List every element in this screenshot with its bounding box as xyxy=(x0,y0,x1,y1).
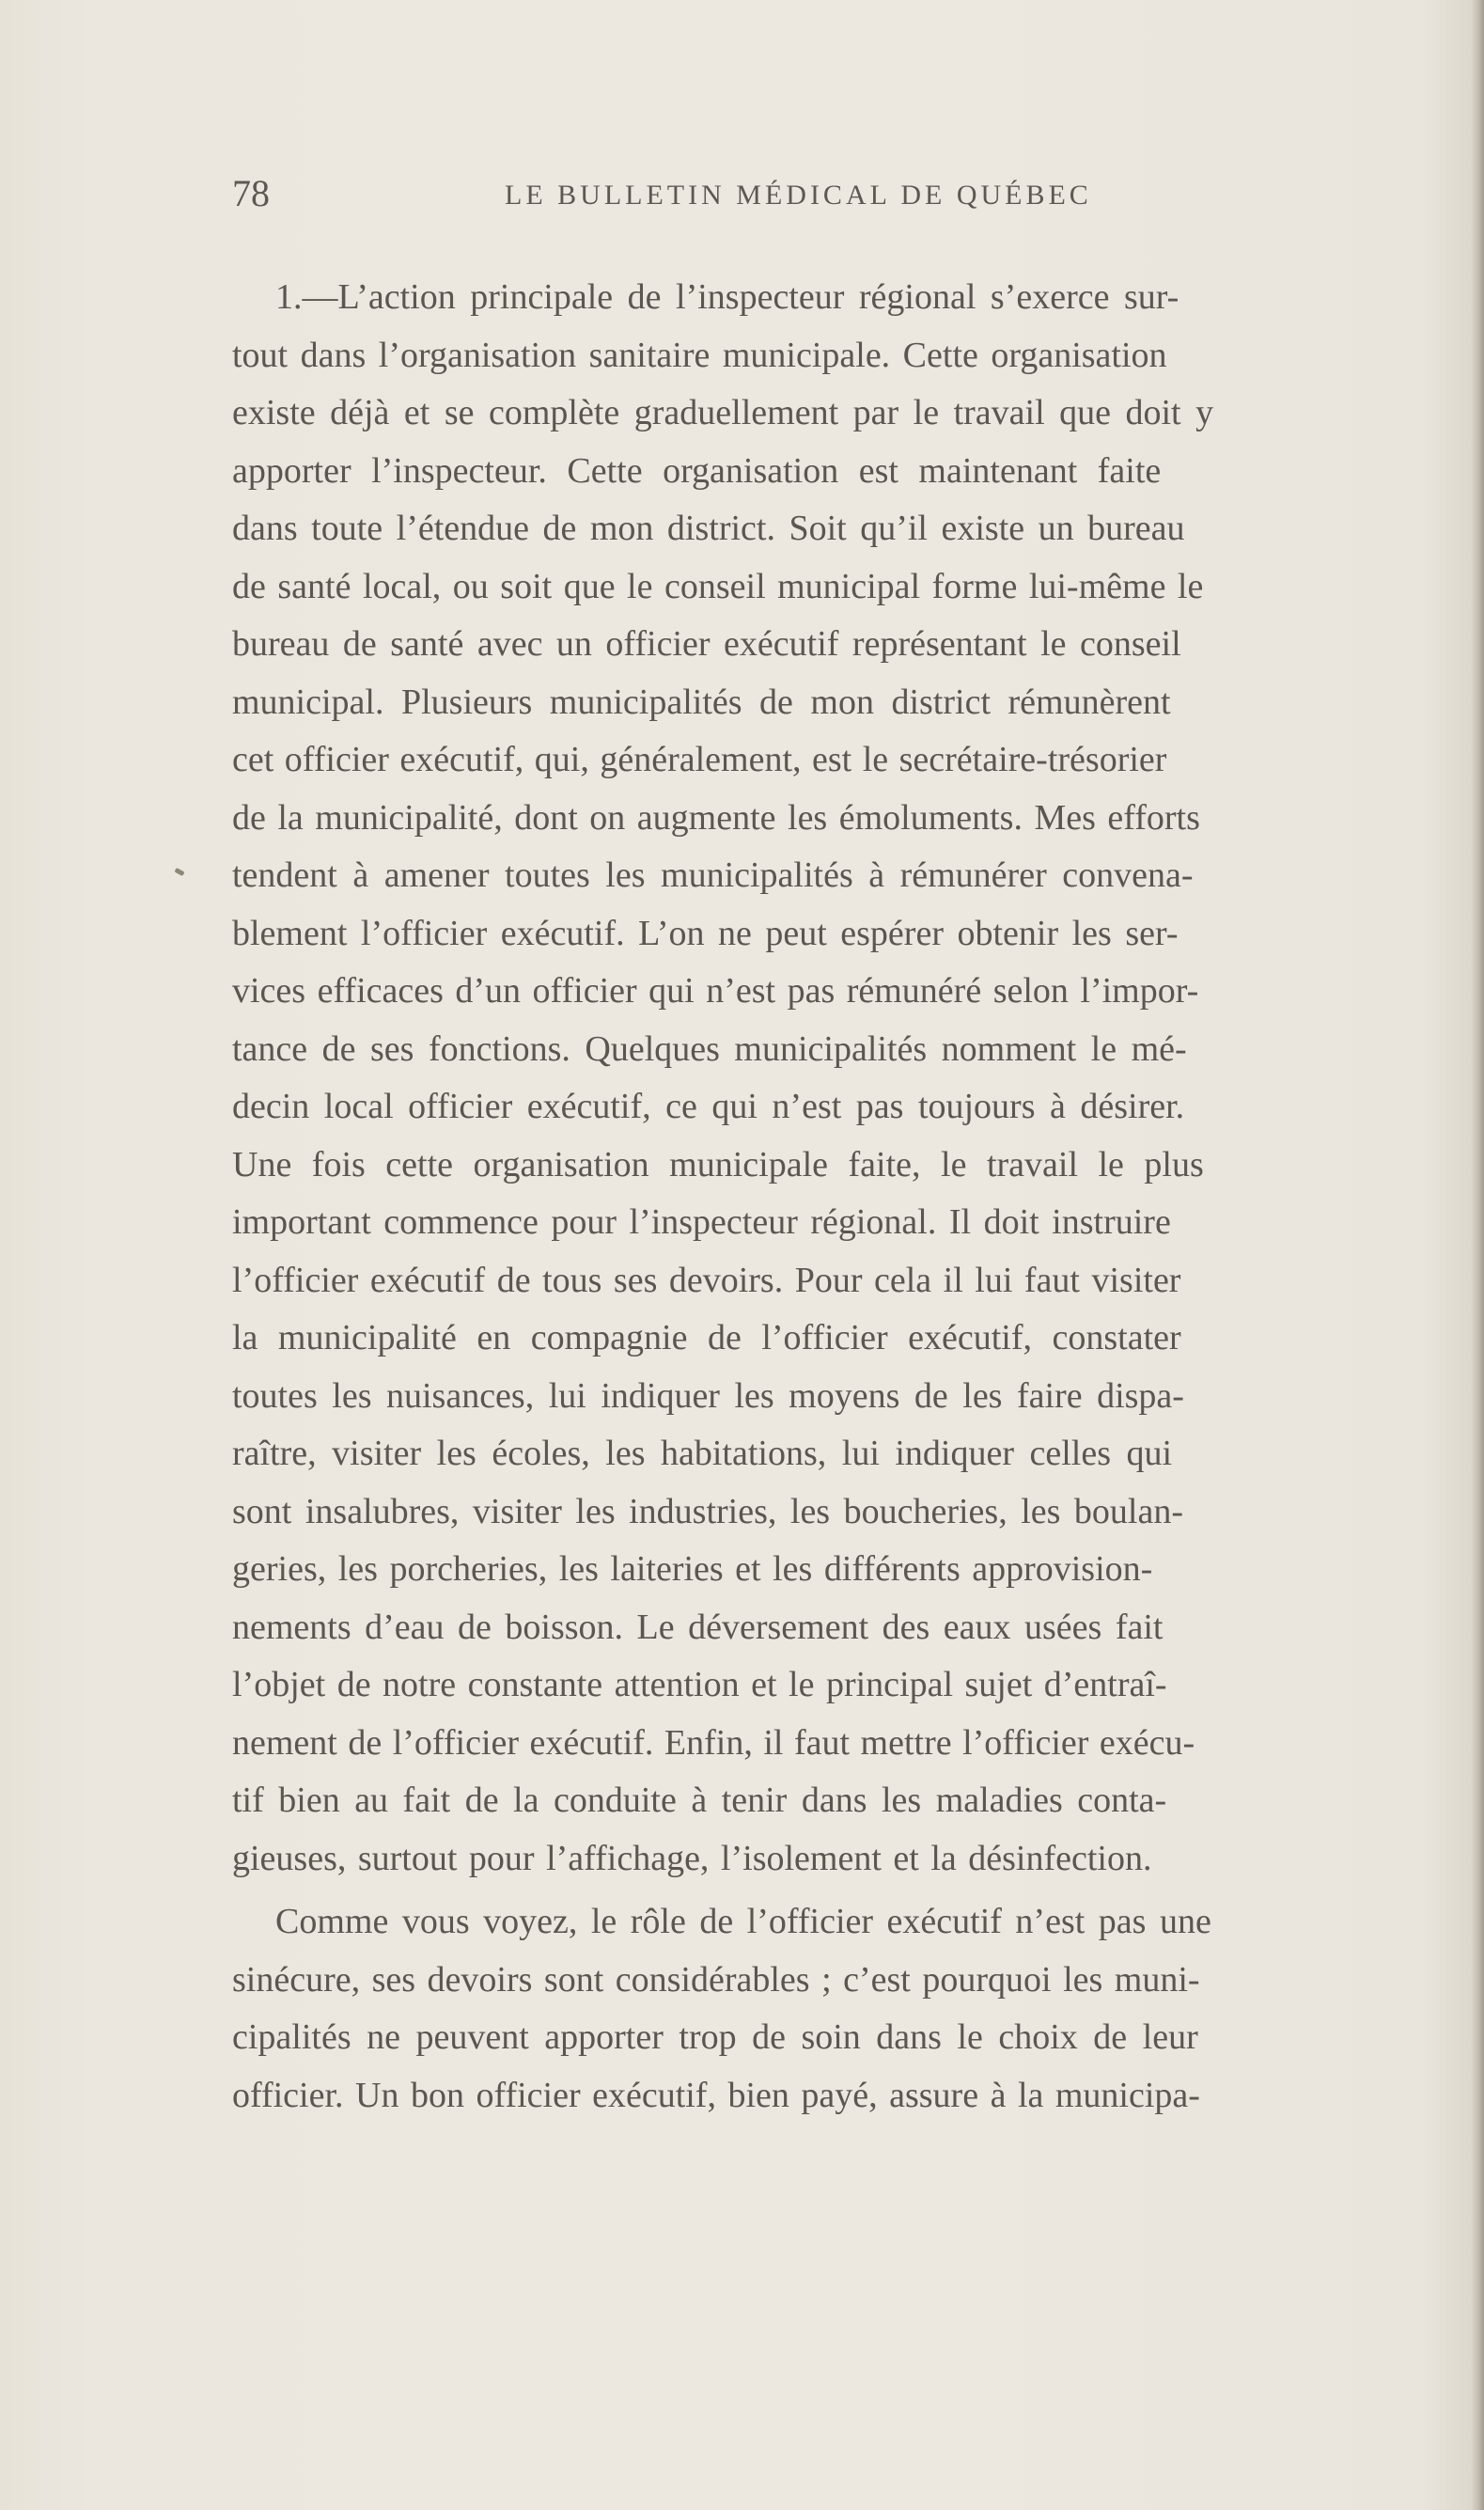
text-line: toutes les nuisances, lui indiquer les moyens de les faire dispa- xyxy=(232,1375,1184,1416)
text-line: de la municipalité, dont on augmente les émoluments. Mes efforts xyxy=(232,797,1200,838)
text-line: nements d’eau de boisson. Le déversement des eaux usées fait xyxy=(232,1607,1164,1647)
stray-ink-mark xyxy=(174,868,184,876)
text-line: apporter l’inspecteur. Cette organisation est maintenant faite xyxy=(232,450,1162,491)
text-line: sinécure, ses devoirs sont considérables ; c’est pourquoi les muni- xyxy=(232,1959,1200,2000)
text-line: cet officier exécutif, qui, généralement, est le secrétaire-trésorier xyxy=(232,740,1167,779)
text-line: decin local officier exécutif, ce qui n’est pas toujours à désirer. xyxy=(232,1087,1185,1126)
paragraph-2 xyxy=(232,1893,1426,2125)
page-edge-shadow xyxy=(1471,0,1484,2510)
text-line: blement l’officier exécutif. L’on ne peut espérer obtenir les ser- xyxy=(232,913,1179,953)
text-line: Une fois cette organisation municipale faite, le travail le plus xyxy=(232,1144,1204,1184)
text-line: dans toute l’étendue de mon district. Soit qu’il existe un bureau xyxy=(232,509,1185,548)
text-line: important commence pour l’inspecteur régional. Il doit instruire xyxy=(232,1202,1171,1242)
text-line: officier. Un bon officier exécutif, bien payé, assure à la municipa- xyxy=(232,2075,1200,2115)
text-line: raître, visiter les écoles, les habitations, lui indiquer celles qui xyxy=(232,1434,1173,1473)
running-title: LE BULLETIN MÉDICAL DE QUÉBEC xyxy=(505,180,1092,211)
text-line: la municipalité en compagnie de l’officier exécutif, constater xyxy=(232,1318,1181,1357)
text-line: bureau de santé avec un officier exécutif représentant le conseil xyxy=(232,624,1181,664)
paragraph-1 xyxy=(232,269,1426,1888)
page-header xyxy=(232,167,1172,220)
text-line: geries, les porcheries, les laiteries et les différents approvision- xyxy=(232,1549,1153,1589)
text-line: sont insalubres, visiter les industries, les boucheries, les boulan- xyxy=(232,1491,1183,1531)
text-line: nement de l’officier exécutif. Enfin, il faut mettre l’officier exécu- xyxy=(232,1722,1195,1763)
text-line: tif bien au fait de la conduite à tenir dans les maladies conta- xyxy=(232,1781,1167,1820)
text-line: l’objet de notre constante attention et le principal sujet d’entraî- xyxy=(232,1665,1167,1704)
text-line: municipal. Plusieurs municipalités de mon district rémunèrent xyxy=(232,682,1171,722)
text-line: existe déjà et se complète graduellement par le travail que doit y xyxy=(232,393,1214,432)
text-line: l’officier exécutif de tous ses devoirs. Pour cela il lui faut visiter xyxy=(232,1260,1181,1300)
text-line: 1.—L’action principale de l’inspecteur régional s’exerce sur- xyxy=(275,277,1179,317)
text-line: Comme vous voyez, le rôle de l’officier exécutif n’est pas une xyxy=(275,1902,1211,1941)
text-line: vices efficaces d’un officier qui n’est pas rémunéré selon l’impor- xyxy=(232,971,1199,1011)
text-line: tout dans l’organisation sanitaire municipale. Cette organisation xyxy=(232,335,1167,375)
text-line: gieuses, surtout pour l’affichage, l’isolement et la désinfection. xyxy=(232,1838,1152,1878)
text-line: cipalités ne peuvent apporter trop de soin dans le choix de leur xyxy=(232,2017,1198,2057)
text-line: tance de ses fonctions. Quelques municipalités nomment le mé- xyxy=(232,1028,1187,1069)
page-number: 78 xyxy=(232,172,270,214)
text-line: de santé local, ou soit que le conseil municipal forme lui-même le xyxy=(232,566,1204,606)
body-text xyxy=(232,269,1426,2125)
text-line: tendent à amener toutes les municipalités à rémunérer convena- xyxy=(232,855,1194,895)
